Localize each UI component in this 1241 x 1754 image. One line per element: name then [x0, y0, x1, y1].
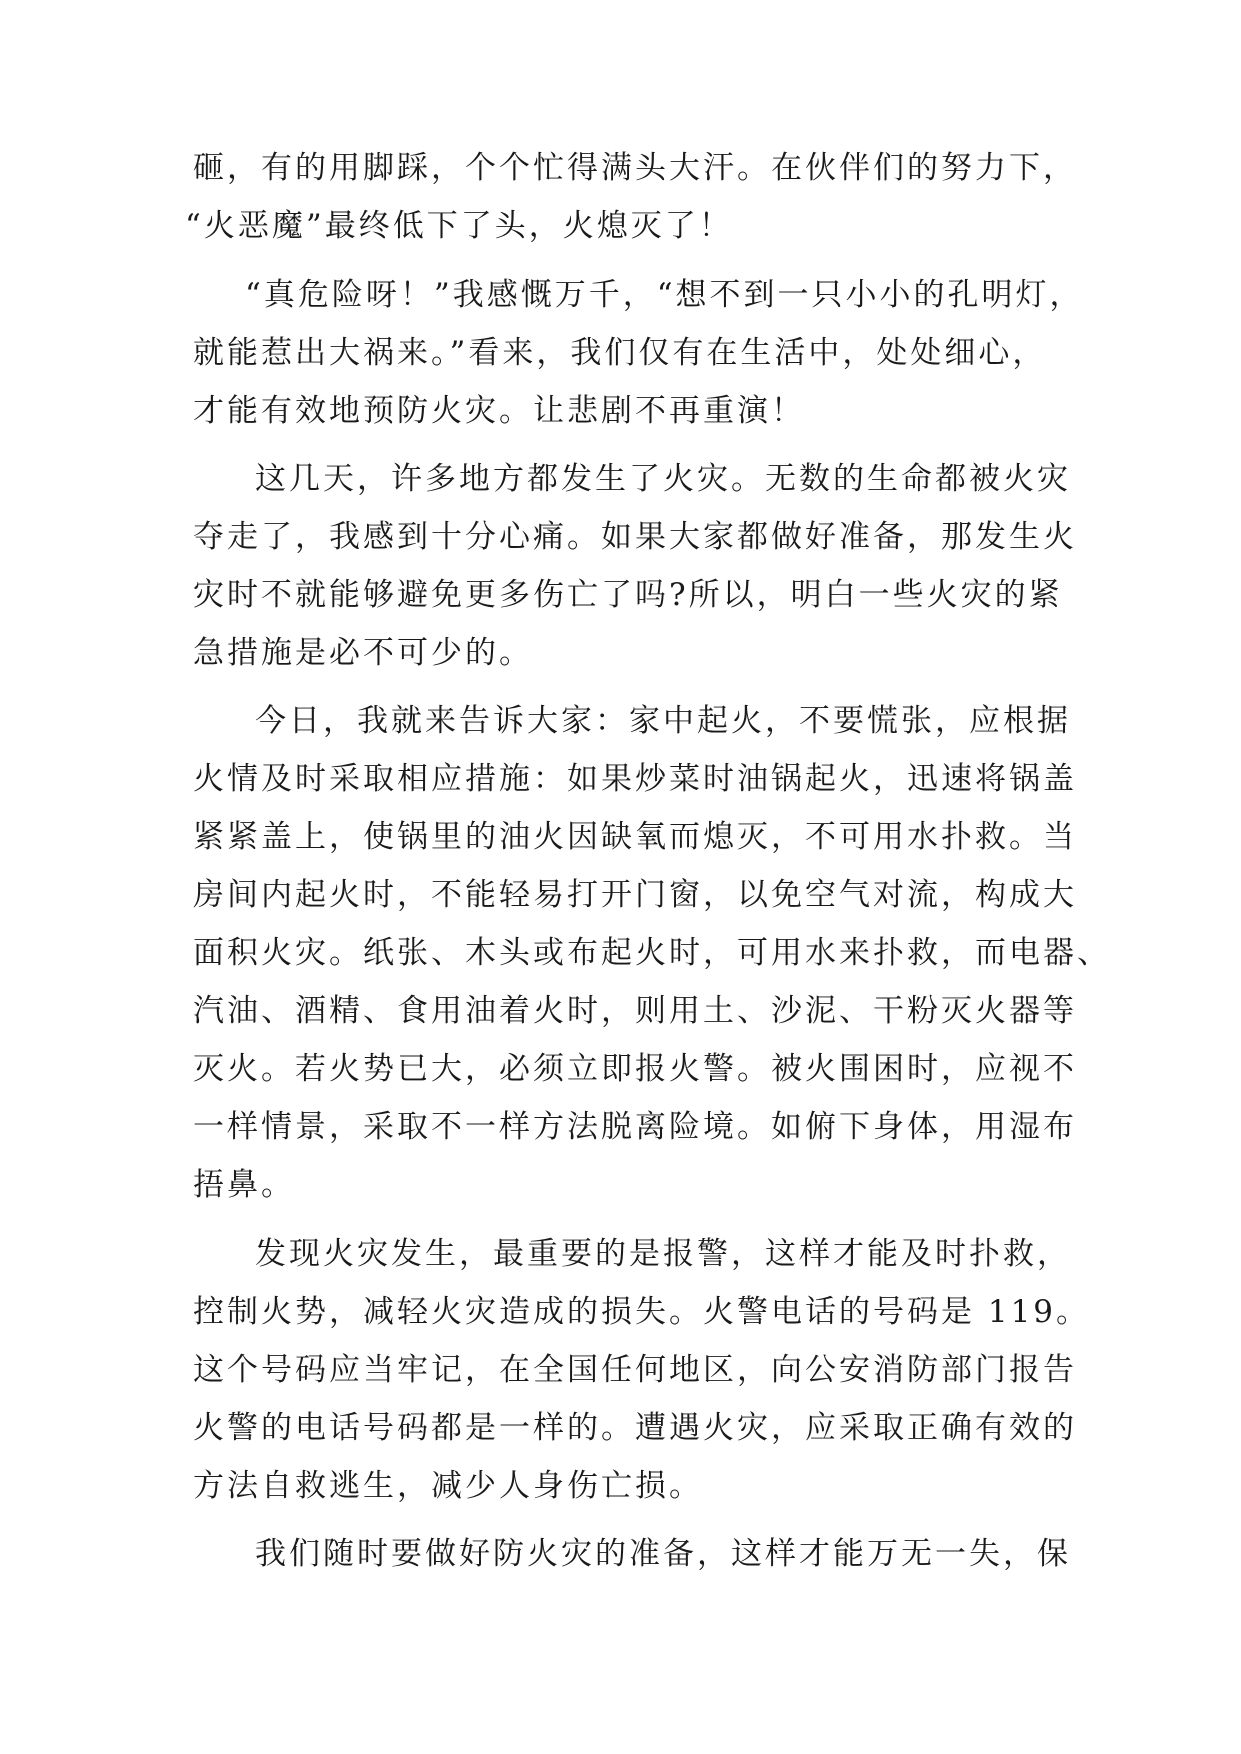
- text-line: 火警的电话号码都是一样的。遭遇火灾，应采取正确有效的: [193, 1410, 1077, 1446]
- text-line: “真危险呀！”我感慨万千，“想不到一只小小的孔明灯，: [245, 277, 1084, 313]
- text-line: 火情及时采取相应措施：如果炒菜时油锅起火，迅速将锅盖: [193, 761, 1077, 797]
- text-line: 今日，我就来告诉大家：家中起火，不要慌张，应根据: [255, 703, 1071, 739]
- text-line: 这个号码应当牢记，在全国任何地区，向公安消防部门报告: [193, 1352, 1077, 1388]
- text-line: 面积火灾。纸张、木头或布起火时，可用水来扑救，而电器、: [193, 935, 1111, 971]
- text-line: 我们随时要做好防火灾的准备，这样才能万无一失，保: [255, 1536, 1071, 1572]
- text-line: 灾时不就能够避免更多伤亡了吗?所以，明白一些火灾的紧: [193, 577, 1063, 613]
- text-line: 急措施是必不可少的。: [193, 635, 533, 671]
- text-line: 灭火。若火势已大，必须立即报火警。被火围困时，应视不: [193, 1051, 1077, 1087]
- text-line: 夺走了，我感到十分心痛。如果大家都做好准备，那发生火: [193, 519, 1077, 555]
- text-line: 方法自救逃生，减少人身伤亡损。: [193, 1468, 703, 1504]
- text-line: “火恶魔”最终低下了头，火熄灭了！: [185, 208, 733, 244]
- text-line: 房间内起火时，不能轻易打开门窗，以免空气对流，构成大: [193, 877, 1077, 913]
- text-line: 砸，有的用脚踩，个个忙得满头大汗。在伙伴们的努力下，: [193, 150, 1077, 186]
- text-line: 一样情景，采取不一样方法脱离险境。如俯下身体，用湿布: [193, 1109, 1077, 1145]
- text-line: 才能有效地预防火灾。让悲剧不再重演！: [193, 393, 805, 429]
- text-line: 捂鼻。: [193, 1167, 295, 1203]
- text-line: 发现火灾发生，最重要的是报警，这样才能及时扑救，: [255, 1236, 1071, 1272]
- text-line: 就能惹出大祸来。”看来，我们仅有在生活中，处处细心，: [193, 335, 1047, 371]
- text-line: 这几天，许多地方都发生了火灾。无数的生命都被火灾: [255, 461, 1071, 497]
- text-line: 控制火势，减轻火灾造成的损失。火警电话的号码是 119。: [193, 1294, 1091, 1330]
- text-line: 汽油、酒精、食用油着火时，则用土、沙泥、干粉灭火器等: [193, 993, 1077, 1029]
- text-line: 紧紧盖上，使锅里的油火因缺氧而熄灭，不可用水扑救。当: [193, 819, 1077, 855]
